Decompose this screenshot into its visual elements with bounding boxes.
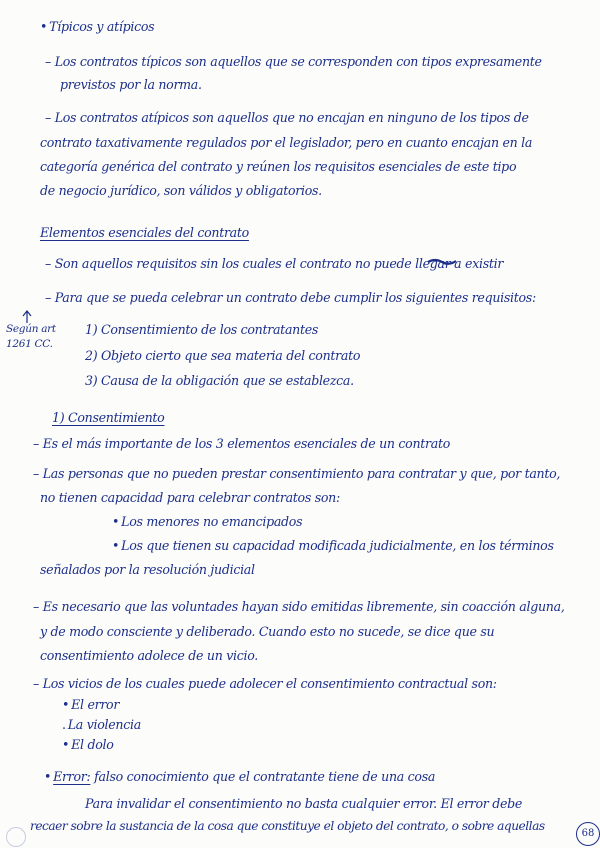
- text: El dolo: [71, 737, 114, 752]
- text: Para invalidar el consentimiento no basta cualquier error. El error debe: [85, 796, 523, 811]
- sub-item-1: [112, 514, 302, 529]
- text: Los contratos atípicos son aquellos que no encajan en ninguno de los tipos de: [54, 110, 529, 125]
- text: Es necesario que las voluntades hayan sido emitidas libremente, sin coacción alguna,: [42, 599, 565, 614]
- text: Los vicios de los cuales puede adolecer el consentimiento contractual son:: [42, 676, 497, 691]
- para-vicios-2: [40, 624, 494, 639]
- para-atipicos-3: [40, 159, 516, 174]
- heading-text: Típicos y atípicos: [49, 19, 155, 34]
- text: señalados por la resolución judicial: [40, 562, 255, 577]
- margin-note-cc: [6, 338, 53, 350]
- sub-item-2-cont: [40, 562, 255, 577]
- para-vicios-4: – Los vicios de los cuales puede adolecer el consentimiento contractual son:: [33, 676, 497, 691]
- para-consent-1: – Es el más importante de los 3 elementos esenciales de un contrato: [33, 436, 450, 451]
- heading-text: 1) Consentimiento: [52, 410, 165, 425]
- list-item-3: [85, 373, 354, 388]
- heading-elementos: [40, 225, 249, 240]
- bullet-dot: •: [40, 19, 48, 34]
- page-number: 68: [581, 828, 595, 839]
- text: Según art: [6, 323, 56, 335]
- para-elementos-1: – Son aquellos requisitos sin los cuales el contrato no puede llegar a existir: [45, 256, 504, 271]
- strikethrough-mark: [427, 257, 457, 265]
- bullet-dot: •: [112, 538, 120, 553]
- para-tipicos-1: – Los contratos típicos son aquellos que se corresponden con tipos expresamente: [45, 54, 542, 69]
- error-definition: [44, 769, 435, 784]
- corner-stamp: [6, 827, 26, 847]
- text: y de modo consciente y deliberado. Cuando esto no sucede, se dice que su: [40, 624, 495, 639]
- text: Los que tienen su capacidad modificada judicialmente, en los términos: [121, 538, 554, 553]
- text: contrato taxativamente regulados por el legislador, pero en cuanto encajan en la: [40, 135, 533, 150]
- arrow-up-icon: [22, 310, 32, 324]
- vicio-item-dolo: [62, 737, 114, 752]
- text: 3) Causa de la obligación que se establezca.: [85, 373, 354, 388]
- heading-consentimiento: [52, 410, 164, 425]
- text: El error: [71, 697, 120, 712]
- text: 1261 CC.: [6, 338, 53, 350]
- para-atipicos-2: [40, 135, 532, 150]
- heading-tipicos: [40, 19, 154, 34]
- para-vicios-3: [40, 648, 258, 663]
- text: Los menores no emancipados: [121, 514, 303, 529]
- para-consent-2: – Las personas que no pueden prestar consentimiento para contratar y que, por tanto,: [33, 466, 561, 481]
- text: consentimiento adolece de un vicio.: [40, 648, 259, 663]
- bullet-dot: .: [62, 717, 66, 732]
- list-item-1: [85, 322, 318, 337]
- text: Los contratos típicos son aquellos que se corresponden con tipos expresamente: [54, 54, 542, 69]
- para-consent-3: [40, 490, 340, 505]
- text: Es el más importante de los 3 elementos esenciales de un contrato: [42, 436, 450, 451]
- para-error-1: [85, 796, 522, 811]
- text: 2) Objeto cierto que sea materia del contrato: [85, 348, 361, 363]
- margin-note-art: [6, 323, 56, 335]
- text: categoría genérica del contrato y reúnen los requisitos esenciales de este tipo: [40, 159, 517, 174]
- bullet-dot: •: [112, 514, 120, 529]
- para-vicios-1: – Es necesario que las voluntades hayan sido emitidas libremente, sin coacción alguna,: [33, 599, 565, 614]
- para-elementos-2: – Para que se pueda celebrar un contrato debe cumplir los siguientes requisitos:: [45, 290, 536, 305]
- vicio-item-violencia: [62, 717, 141, 732]
- sub-item-2: [112, 538, 554, 553]
- para-error-2: [30, 819, 545, 833]
- para-atipicos-1: – Los contratos atípicos son aquellos que no encajan en ninguno de los tipos de: [45, 110, 529, 125]
- text: previstos por la norma.: [60, 77, 202, 92]
- text: falso conocimiento que el contratante tiene de una cosa: [94, 769, 436, 784]
- text: no tienen capacidad para celebrar contratos son:: [40, 490, 340, 505]
- bullet-dot: •: [62, 737, 70, 752]
- text: 1) Consentimiento de los contratantes: [85, 322, 319, 337]
- para-tipicos-2: [60, 77, 202, 92]
- list-item-2: [85, 348, 360, 363]
- error-label: Error:: [53, 769, 91, 784]
- text: La violencia: [67, 717, 141, 732]
- bullet-dot: •: [62, 697, 70, 712]
- bullet-dot: •: [44, 769, 52, 784]
- text: Son aquellos requisitos sin los cuales el contrato no puede llegar a existir: [54, 256, 504, 271]
- text: Para que se pueda celebrar un contrato debe cumplir los siguientes requisitos:: [54, 290, 536, 305]
- vicio-item-error: [62, 697, 119, 712]
- text: de negocio jurídico, son válidos y obligatorios.: [40, 183, 322, 198]
- text: recaer sobre la sustancia de la cosa que constituye el objeto del contrato, o sobre aquellas: [30, 819, 545, 833]
- para-atipicos-4: [40, 183, 322, 198]
- text: Las personas que no pueden prestar consentimiento para contratar y que, por tanto,: [42, 466, 561, 481]
- heading-text: Elementos esenciales del contrato: [40, 225, 249, 240]
- page-number-badge: [576, 822, 600, 846]
